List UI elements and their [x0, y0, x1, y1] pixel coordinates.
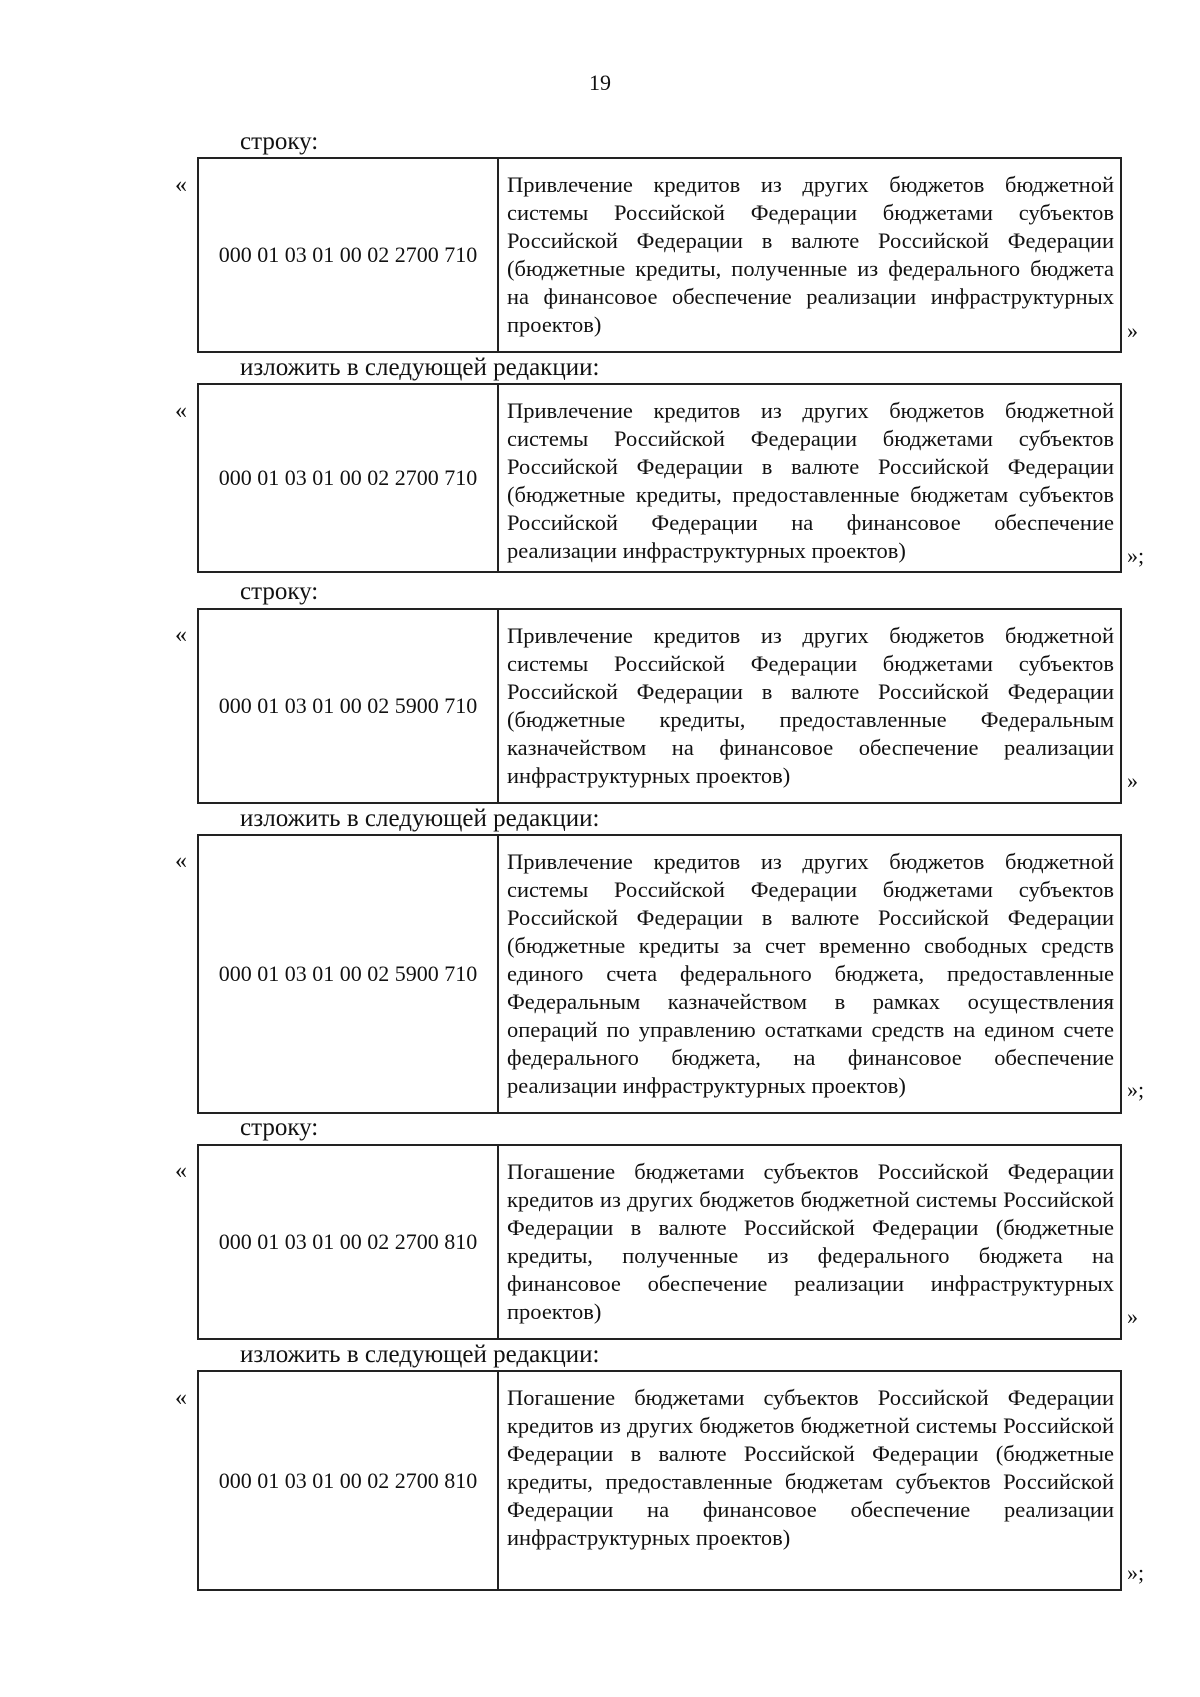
quote-close-4: »;: [1127, 1077, 1145, 1102]
budget-code-cell: 000 01 03 01 00 02 2700 810: [199, 1372, 499, 1589]
quote-close-5: »: [1127, 1304, 1138, 1329]
code-table-1: [197, 157, 1122, 353]
page-number: 19: [589, 70, 611, 95]
description-cell: Привлечение кредитов из других бюджетов бюджетной системы Российской Федерации бюджетами субъектов Российской Федерации в валюте Российской Федерации (бюджетные кредиты, предоставленные Федеральным казначейством на финансовое обеспечение реализации инфраструктурных проектов): [507, 623, 1114, 788]
budget-code-cell: 000 01 03 01 00 02 2700 710: [199, 385, 499, 571]
quote-open-4: «: [175, 848, 187, 874]
budget-code-cell: 000 01 03 01 00 02 2700 810: [199, 1146, 499, 1338]
label-replace-row-2: строку:: [240, 578, 319, 605]
code-table-4: [197, 834, 1122, 1114]
description-cell: Привлечение кредитов из других бюджетов бюджетной системы Российской Федерации бюджетами субъектов Российской Федерации в валюте Российской Федерации (бюджетные кредиты за счет временно свободных средств единого счета федерального бюджета, предоставленные Федеральным казначейством в рамках осуществления операций по управлению остатками средств на едином счете федерального бюджета, на финансовое обеспечение реализации инфраструктурных проектов): [507, 849, 1114, 1098]
quote-close-2: »;: [1127, 543, 1145, 568]
label-new-edition-2: изложить в следующей редакции:: [240, 805, 600, 832]
label-new-edition-3: изложить в следующей редакции:: [240, 1341, 600, 1368]
quote-open-5: «: [175, 1158, 187, 1184]
label-new-edition-1: изложить в следующей редакции:: [240, 354, 600, 381]
quote-close-6: »;: [1127, 1560, 1145, 1585]
quote-open-6: «: [175, 1385, 187, 1411]
quote-close-1: »: [1127, 318, 1138, 343]
code-table-2: [197, 383, 1122, 573]
quote-open-2: «: [175, 398, 187, 424]
label-replace-row-3: строку:: [240, 1114, 319, 1141]
code-table-5: [197, 1144, 1122, 1340]
quote-open-3: «: [175, 622, 187, 648]
code-table-3: [197, 608, 1122, 804]
code-table-6: [197, 1370, 1122, 1591]
description-cell: Привлечение кредитов из других бюджетов бюджетной системы Российской Федерации бюджетами субъектов Российской Федерации в валюте Российской Федерации (бюджетные кредиты, предоставленные бюджетам субъектов Российской Федерации на финансовое обеспечение реализации инфраструктурных проектов): [507, 398, 1114, 563]
description-cell: Привлечение кредитов из других бюджетов бюджетной системы Российской Федерации бюджетами субъектов Российской Федерации в валюте Российской Федерации (бюджетные кредиты, полученные из федерального бюджета на финансовое обеспечение реализации инфраструктурных проектов): [507, 172, 1114, 337]
budget-code-cell: 000 01 03 01 00 02 5900 710: [199, 836, 499, 1112]
budget-code-cell: 000 01 03 01 00 02 2700 710: [199, 159, 499, 351]
budget-code-cell: 000 01 03 01 00 02 5900 710: [199, 610, 499, 802]
description-cell: Погашение бюджетами субъектов Российской Федерации кредитов из других бюджетов бюджетной системы Российской Федерации в валюте Российской Федерации (бюджетные кредиты, полученные из федерального бюджета на финансовое обеспечение реализации инфраструктурных проектов): [507, 1159, 1114, 1324]
label-replace-row-1: строку:: [240, 128, 319, 155]
quote-open-1: «: [175, 172, 187, 198]
description-cell: Погашение бюджетами субъектов Российской Федерации кредитов из других бюджетов бюджетной системы Российской Федерации в валюте Российской Федерации (бюджетные кредиты, предоставленные бюджетам субъектов Российской Федерации на финансовое обеспечение реализации инфраструктурных проектов): [507, 1385, 1114, 1550]
quote-close-3: »: [1127, 768, 1138, 793]
